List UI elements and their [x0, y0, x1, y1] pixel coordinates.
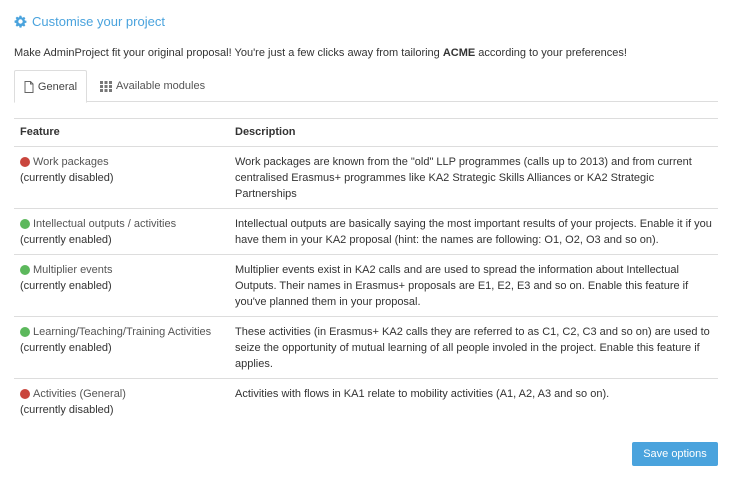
- features-table: [14, 118, 718, 424]
- description-cell: Intellectual outputs are basically saying the most important results of your projects. Enable it if you have them in your KA2 proposal (hint: the names are following: O1, O2, O3 and so on).: [229, 209, 718, 255]
- tab-available-modules[interactable]: [98, 70, 205, 102]
- feature-status: (currently disabled): [20, 404, 114, 416]
- description-cell: Work packages are known from the "old" LLP programmes (calls up to 2013) and from current centralised Erasmus+ programmes like KA2 Strategic Skills Alliances or KA2 Strategic Partnerships: [229, 147, 718, 209]
- grid-icon: [100, 81, 112, 92]
- tab-general-label: General: [37, 80, 78, 93]
- gear-icon: [14, 15, 27, 28]
- feature-status: (currently enabled): [20, 280, 112, 292]
- page-title: Customise your project: [32, 13, 165, 29]
- feature-name[interactable]: [20, 386, 223, 402]
- tab-general[interactable]: [14, 70, 87, 103]
- feature-cell: [14, 209, 229, 255]
- feature-name-text: Learning/Teaching/Training Activities: [33, 326, 212, 338]
- column-header-feature: Feature: [14, 119, 229, 147]
- intro-text-before: Make AdminProject fit your original proposal! You're just a few clicks away from tailoring: [14, 47, 443, 59]
- feature-name-text: Intellectual outputs / activities: [33, 218, 177, 230]
- feature-name-text: Multiplier events: [33, 264, 113, 276]
- page-header: [14, 13, 165, 29]
- feature-cell: [14, 147, 229, 209]
- feature-name-text: Activities (General): [33, 388, 126, 400]
- feature-name[interactable]: [20, 324, 223, 340]
- disabled-status-dot-icon: [20, 389, 30, 399]
- description-cell: Activities with flows in KA1 relate to mobility activities (A1, A2, A3 and so on).: [235, 388, 610, 400]
- tab-available-modules-label: Available modules: [116, 80, 206, 92]
- intro-text-after: according to your preferences!: [475, 47, 627, 59]
- table-row: [14, 317, 718, 379]
- feature-status: (currently disabled): [20, 172, 114, 184]
- table-row: [14, 255, 718, 317]
- feature-name[interactable]: [20, 262, 223, 278]
- enabled-status-dot-icon: [20, 265, 30, 275]
- feature-status: (currently enabled): [20, 342, 112, 354]
- enabled-status-dot-icon: [20, 327, 30, 337]
- document-icon: [24, 81, 34, 93]
- project-name: ACME: [442, 47, 476, 59]
- enabled-status-dot-icon: [20, 219, 30, 229]
- feature-status: (currently enabled): [20, 234, 112, 246]
- tab-bar: [14, 70, 718, 102]
- feature-name-text: Work packages: [33, 156, 109, 168]
- disabled-status-dot-icon: [20, 157, 30, 167]
- feature-name[interactable]: [20, 154, 223, 170]
- table-row: [14, 379, 718, 425]
- feature-cell: [14, 255, 229, 317]
- table-header-row: [14, 119, 718, 147]
- feature-cell: [14, 379, 229, 425]
- intro-text: [14, 47, 627, 59]
- table-row: [14, 209, 718, 255]
- feature-cell: [14, 317, 229, 379]
- feature-name[interactable]: [20, 216, 223, 232]
- table-row: [14, 147, 718, 209]
- description-cell: Multiplier events exist in KA2 calls and are used to spread the information about Intellectual Outputs. Their names in Erasmus+ proposals are E1, E2, E3 and so on. Enable this feature if you've planned them in your proposal.: [229, 255, 718, 317]
- column-header-description: Description: [229, 119, 718, 147]
- description-cell: These activities (in Erasmus+ KA2 calls they are referred to as C1, C2, C3 and so on) are used to seize the opportunity of mutual learning of all people involed in the project. Enable this feature if applies.: [229, 317, 718, 379]
- save-options-button[interactable]: Save options: [632, 442, 718, 466]
